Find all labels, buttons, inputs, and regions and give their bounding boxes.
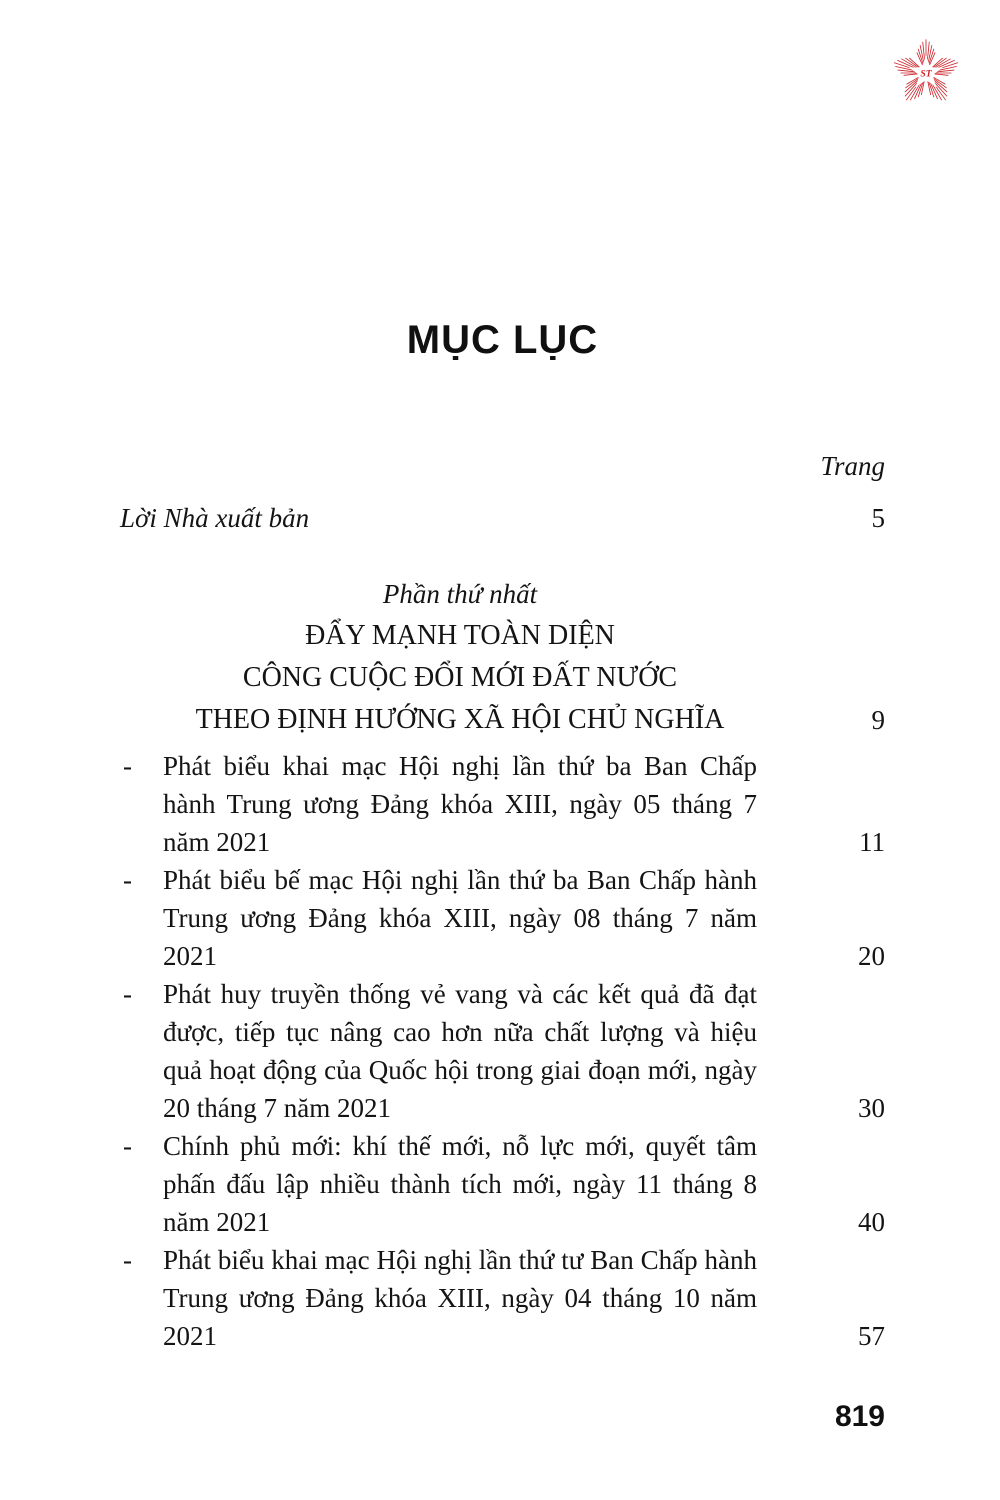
toc-entry-page: 11 [859, 827, 885, 857]
dash-bullet: - [123, 751, 132, 781]
toc-entry [120, 861, 885, 975]
toc-entry-text: Phát biểu khai mạc Hội nghị lần thứ tư Ban Chấp hành Trung ương Đảng khóa XIII, ngày 04 tháng 10 năm 2021 [163, 1245, 757, 1351]
page-title: MỤC LỤC [406, 318, 599, 362]
toc-content [120, 0, 885, 1355]
toc-entry [120, 975, 885, 1127]
part-title-line: THEO ĐỊNH HƯỚNG XÃ HỘI CHỦ NGHĨA [195, 704, 725, 735]
folio-page-number: 819 [834, 1400, 885, 1433]
toc-entry-publisher-note [120, 499, 885, 537]
toc-entry-page: 30 [858, 1093, 885, 1123]
toc-entry-text: Phát biểu khai mạc Hội nghị lần thứ ba Ban Chấp hành Trung ương Đảng khóa XIII, ngày 05 tháng 7 năm 2021 [163, 751, 757, 857]
toc-part-heading [120, 573, 885, 741]
toc-entry-text: Lời Nhà xuất bản [120, 503, 310, 533]
publisher-logo [889, 36, 963, 110]
toc-entry [120, 747, 885, 861]
dash-bullet: - [123, 865, 132, 895]
toc-entry [120, 1127, 885, 1241]
publisher-star-logo-icon [889, 36, 963, 110]
toc-entry-page: 57 [858, 1321, 885, 1351]
toc-entry-page: 5 [871, 503, 885, 533]
toc-entry-page: 20 [858, 941, 885, 971]
part-title-line: ĐẨY MẠNH TOÀN DIỆN [305, 620, 615, 651]
logo-monogram: ST [920, 68, 932, 80]
toc-entry-text: Phát huy truyền thống vẻ vang và các kết quả đã đạt được, tiếp tục nâng cao hơn nữa chất lượng và hiệu quả hoạt động của Quốc hội trong giai đoạn mới, ngày 20 tháng 7 năm 2021 [163, 979, 757, 1123]
part-kicker: Phần thứ nhất [382, 579, 538, 609]
toc-entry-text: Chính phủ mới: khí thế mới, nỗ lực mới, quyết tâm phấn đấu lập nhiều thành tích mới, ngày 11 tháng 8 năm 2021 [163, 1131, 757, 1237]
toc-entry-page: 9 [871, 705, 885, 735]
part-title-line: CÔNG CUỘC ĐỔI MỚI ĐẤT NƯỚC [242, 662, 678, 693]
dash-bullet: - [123, 979, 132, 1009]
toc-item-list [120, 747, 885, 1355]
toc-entry [120, 1241, 885, 1355]
toc-entry-page: 40 [858, 1207, 885, 1237]
toc-entry-text: Phát biểu bế mạc Hội nghị lần thứ ba Ban Chấp hành Trung ương Đảng khóa XIII, ngày 08 tháng 7 năm 2021 [163, 865, 757, 971]
page-column-header: Trang [820, 451, 885, 481]
part-heading-block [120, 573, 800, 741]
dash-bullet: - [123, 1245, 132, 1275]
dash-bullet: - [123, 1131, 132, 1161]
